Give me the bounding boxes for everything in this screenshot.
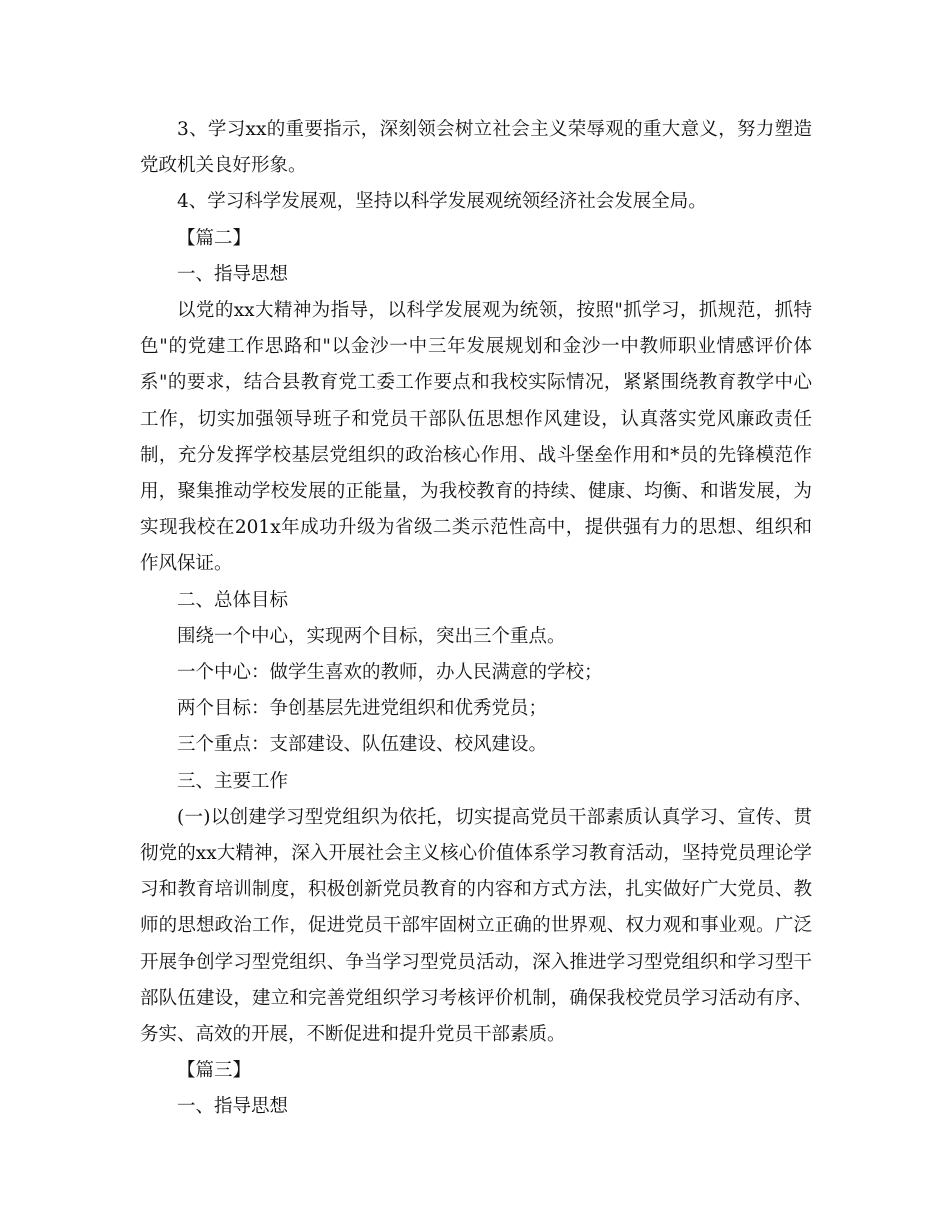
heading-guiding-ideology: 一、指导思想 [177, 263, 289, 285]
paragraph-study-instructions: 3、学习xx的重要指示，深刻领会树立社会主义荣辱观的重大意义，努力塑造党政机关良好形象。 [140, 119, 812, 177]
paragraph-goals-summary: 围绕一个中心，实现两个目标，突出三个重点。 [177, 625, 566, 647]
paragraph-three-priorities: 三个重点：支部建设、队伍建设、校风建设。 [177, 734, 548, 756]
heading-guiding-ideology-2: 一、指导思想 [177, 1096, 289, 1118]
paragraph-learning-organization: (一)以创建学习型党组织为依托，切实提高党员干部素质认真学习、宣传、贯彻党的xx大精神，深入开展社会主义核心价值体系学习教育活动，坚持党员理论学习和教育培训制度，积极创新党员教育的内容和方式方法，扎实做好广大党员、教师的思想政治工作，促进党员干部牢固树立正确的世界观、权力观和事业观。广泛开展争创学习型党组织、争当学习型党员活动，深入推进学习型党组织和学习型干部队伍建设，建立和完善党组织学习考核评价机制，确保我校党员学习活动有序、务实、高效的开展，不断促进和提升党员干部素质。 [140, 806, 812, 1046]
paragraph-two-goals: 两个目标：争创基层先进党组织和优秀党员； [177, 698, 548, 720]
section-heading-part-two: 【篇二】 [177, 227, 252, 249]
paragraph-scientific-development: 4、学习科学发展观，坚持以科学发展观统领经济社会发展全局。 [177, 191, 707, 213]
document-body [140, 112, 812, 1126]
section-heading-part-three: 【篇三】 [177, 1060, 252, 1082]
paragraph-one-center: 一个中心：做学生喜欢的教师，办人民满意的学校； [177, 662, 603, 684]
heading-overall-goals: 二、总体目标 [177, 589, 289, 611]
paragraph-guiding-ideology: 以党的xx大精神为指导，以科学发展观为统领，按照"抓学习，抓规范，抓特色"的党建工作思路和"以金沙一中三年发展规划和金沙一中教师职业情感评价体系"的要求，结合县教育党工委工作要点和我校实际情况，紧紧围绕教育教学中心工作，切实加强领导班子和党员干部队伍思想作风建设，认真落实党风廉政责任制，充分发挥学校基层党组织的政治核心作用、战斗堡垒作用和*员的先锋模范作用，聚集推动学校发展的正能量，为我校教育的持续、健康、均衡、和谐发展，为实现我校在201x年成功升级为省级二类示范性高中，提供强有力的思想、组织和作风保证。 [140, 300, 812, 575]
heading-main-work: 三、主要工作 [177, 770, 289, 792]
